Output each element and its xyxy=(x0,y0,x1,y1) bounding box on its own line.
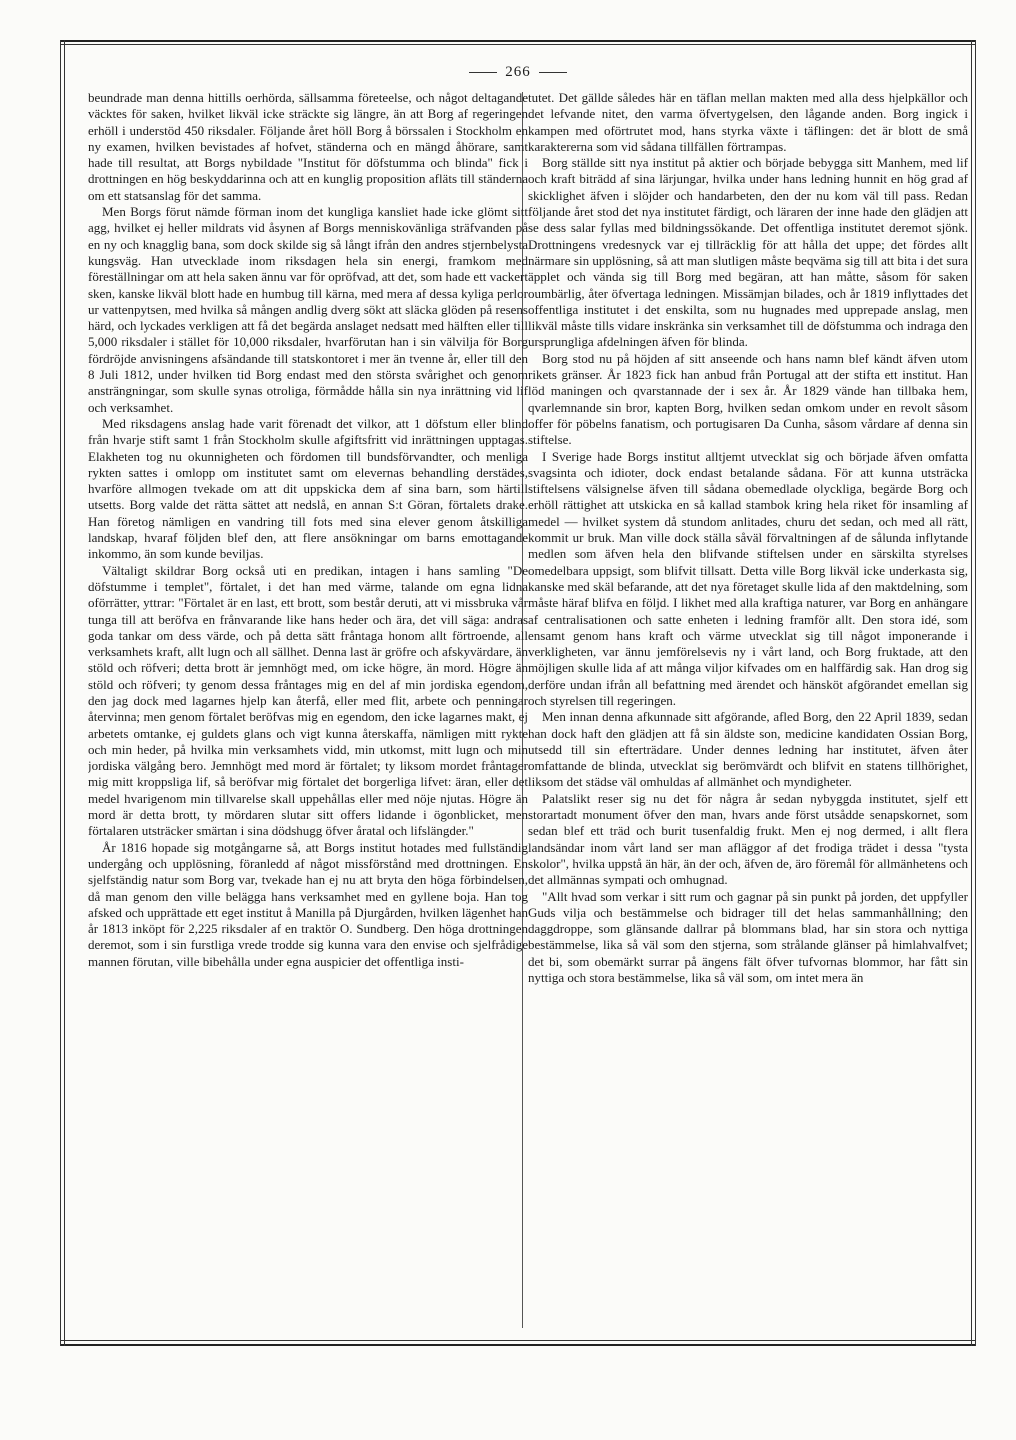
paragraph: "Allt hvad som verkar i sitt rum och gagnar på sin punkt på jorden, det uppfyller Guds vilja och bestämmelse och bidrager till det helas sammanhållning; den daggdroppe, som glänsande dallrar på blommans blad, har sin stora och nyttiga bestämmelse, lika så väl som den stjerna, som strålande glänser på himlahvalfvet; det bi, som obemärkt surrar på ängens fält öfver tufvornas blommor, har fått sin nyttiga och stora bestämmelse, lika så väl som, om intet mera än xyxy=(528,888,968,986)
paragraph: Men Borgs förut nämde förman inom det kungliga kansliet hade icke glömt sitt agg, hvilket ej heller mildrats vid åsynen af Borgs menniskovänliga sträfvanden på en ny och knagglig bana, som dock skilde sig så långt ifrån den andres stjernbelysta kungsväg. Han utvecklade inom riksdagen hela sin energi, framkom med föreställningar om att hela saken ännu var för opröfvad, att det, som hade ett vackert sken, kanske likväl blott hade en humbug till kärna, med mera af dessa kyliga perlor ur vattenpytsen, med hvilka så mången andlig dverg sökt att släcka glöden på resens härd, och lyckades verkligen att få det begärda anslaget nedsatt med hälften eller till 5,000 riksdaler i stället för 10,000 riksdaler, hvarförutan han i sin välvilja för Borg fördröjde anvisningens afsändande till statskontoret i mer än tvenne år, eller till den 8 Juli 1812, under hvilken tid Borg endast med den största svårighet och genom ansträngningar, som skulle synas otroliga, förmådde hålla sin nya inrättning vid lif och verksamhet. xyxy=(88,204,528,415)
top-border-outer xyxy=(60,40,976,42)
page-number: 266 xyxy=(505,64,531,80)
right-column xyxy=(528,90,968,1332)
left-border-inner xyxy=(64,40,65,1346)
paragraph: År 1816 hopade sig motgångarne så, att Borgs institut hotades med fullständig undergång och upplösning, föranledd af något missförstånd med drottningen. En sjelfständig natur som Borg var, tvekade han ej nu att bryta den höga förbindelsen, då man genom den ville belägga hans verksamhet med en gyllene boja. Han tog afsked och upprättade ett eget institut å Manilla på Djurgården, hvilken lägenhet han år 1813 inköpt för 2,225 riksdaler af en traktör O. Sundberg. Den höga drottningen deremot, som i sin furstliga vrede trodde sig kunna vara den envise och sjelfrådige mannen förutan, ville bibehålla under egna auspicier det offentliga insti- xyxy=(88,839,528,969)
page-number-dash-right xyxy=(539,72,567,73)
left-border xyxy=(60,40,61,1346)
paragraph: Borg ställde sitt nya institut på aktier och började bebygga sitt Manhem, med lif och kraft biträdd af sina lärjungar, hvilka under hans ledning hunnit en hög grad af skicklighet äfven i slöjder och handarbeten, den der nu kom väl till pass. Redan följande året stod det nya institutet färdigt, och läraren der inne hade den glädjen att se dess salar fyllas med bildningssökande. Det offentliga institutet deremot sjönk. Drottningens vredesnyck var ej tillräcklig för att hålla det uppe; det fördes allt närmare sin upplösning, så att man slutligen måste beqväma sig till att bita i det sura äpplet och vända sig till Borg med begäran, att han måtte, såsom för saken oumbärlig, åter öfvertaga ledningen. Missämjan bilades, och år 1819 inflyttades det offentliga institutet i det enskilta, som nu hugnades med upprepade anslag, men likväl måste tills vidare inskränka sin verksamhet till de döfstumma och indraga den ursprungliga afdelningen äfven för blinda. xyxy=(528,155,968,350)
page-frame xyxy=(60,40,976,1346)
bottom-border-inner xyxy=(60,1340,976,1341)
page-number-header xyxy=(60,62,976,82)
paragraph: beundrade man denna hittills oerhörda, sällsamma företeelse, och något deltagande väcktes för saken, hvilket likväl icke sträckte sig längre, än att Borg af regeringen erhöll i understöd 450 riksdaler. Följande året höll Borg å börssalen i Stockholm en ny examen, hvilken bevistades af hofvet, ständerna och en mängd åhörare, samt hade till resultat, att Borgs nybildade "Institut för döfstumma och blinda" fick i drottningen en hög beskyddarinna och att en kunglig proposition afläts till ständerna om ett statsanslag för det samma. xyxy=(88,90,528,203)
right-border-inner xyxy=(971,40,972,1346)
paragraph: Men innan denna afkunnade sitt afgörande, afled Borg, den 22 April 1839, sedan han dock haft den glädjen att få sin äldste son, medicine kandidaten Ossian Borg, utsedd till sin efterträdare. Under dennes ledning har institutet, äfven åter omfattande de blinda, utvecklat sig berömvärdt och blifvit en statens tillhörighet, liksom det städse väl omhuldas af allmänhet och myndigheter. xyxy=(528,709,968,790)
bottom-border-outer xyxy=(60,1344,976,1346)
left-column xyxy=(88,90,528,1332)
paragraph: Med riksdagens anslag hade varit förenadt det vilkor, att 1 döfstum eller blind från hvarje stift samt 1 från Stockholm skulle afgiftsfritt vid inrättningen upptagas. Elakheten tog nu okunnigheten och fördomen till bundsförvandter, och menliga rykten sattes i omlopp om institutet samt om elevernas behandling derstädes, hvarföre allmogen tvekade om att dit uppskicka dem af sina barn, som härtill utsetts. Borg valde det rätta sättet att nedslå, en annan S:t Göran, förtalets drake. Han företog nämligen en vandring till fots med sina elever genom åtskilliga landskap, hvaraf följden blef den, att flere ansökningar om barns emottagande inkommo, än som kunde beviljas. xyxy=(88,415,528,562)
paragraph: Borg stod nu på höjden af sitt anseende och hans namn blef kändt äfven utom rikets gränser. År 1823 fick han anbud från Portugal att der stifta ett institut. Han löd maningen och qvarstannade der i sex år. År 1829 vände han tillbaka hem, qvarlemnande sin bror, kapten Borg, hvilken sedan omkom under en revolt såsom offer för pöbelns fanatism, och portugisaren Da Cunha, såsom vårdare af denna sin stiftelse. xyxy=(528,350,968,448)
page-number-dash-left xyxy=(469,72,497,73)
top-border-inner xyxy=(60,44,976,45)
paragraph: tutet. Det gällde således här en täflan mellan makten med alla dess hjelpkällor och det lefvande nitet, den varma öfvertygelsen, den lågande anden. Borg ingick i kampen med oförtrutet mod, hans styrka växte i täflingen: det är blott de små karaktererna som vid sådana tillfällen förtrampas. xyxy=(528,90,968,154)
paragraph: I Sverige hade Borgs institut alltjemt utvecklat sig och började äfven omfatta svagsinta och idioter, dock endast betalande sådana. För att kunna utsträcka stiftelsens välsignelse äfven till sådana obemedlade olyckliga, begärde Borg och erhöll rättighet att utskicka en så kallad stambok kring hela riket för insamling af medel — hvilket system då stundom anlitades, churu det sedan, och med all rätt, kommit ur bruk. Man ville dock ställa såväl förvaltningen af de sålunda inflytande medlen som äfven hela den blifvande stiftelsen under en särskilta styrelses omedelbara uppsigt, som blifvit tillsatt. Detta ville Borg likväl icke underkasta sig, kanske med skäl befarande, att det nya företaget skulle lida af den maktdelning, som måste häraf blifva en följd. I likhet med alla kraftiga naturer, var Borg en anhängare af centralisationen och satte enheten i ledning framför allt. Den stora idé, som ensamt genom hans kraft och värme utvecklat sig till något imponerande i verkligheten, var ännu jemförelsevis ny i vårt land, och Borg fruktade, att den möjligen skulle lida af att många viljor kifvades om en halffärdig sak. Han drog sig derföre undan ifrån all befattning med ärendet och hänsköt afgörandet emellan sig och styrelsen till regeringen. xyxy=(528,448,968,708)
paragraph: Vältaligt skildrar Borg också uti en predikan, intagen i hans samling "De döfstumme i templet", förtalet, i det han med värme, talande om egna lidna oförrätter, yttrar: "Förtalet är en last, ett brott, som består deruti, att vi missbruka vår tunga till att beröfva en frånvarande like hans heder och ära, det vill säga: andras goda tankar om dess värde, och på detta sätt fråntaga honom allt förtroende, all verksamhets kraft, allt lugn och all sällhet. Denna last är gröfre och afskyvärdare, än stöld och röfveri; detta brott är jemnhögt med, om icke högre, än mord. Högre än stöld och röfveri; ty genom dessa fråntages mig en del af min jordiska egendom, den jag dock med lagarnes hjelp kan återfå, eller med flit, arbete och penningar återvinna; men genom förtalet beröfvas mig en egendom, den icke lagarnes makt, ej arbetets omtanke, ej guldets glans och vigt kunna återskaffa, nämligen mitt rykte och min heder, på hvilka min verksamhets vidd, min utkomst, mitt lugn och min jordiska välgång bero. Jemnhögt med mord är förtalet; ty liksom mordet fråntager mig mitt kroppsliga lif, så beröfvar mig förtalet det borgerliga lifvet: äran, eller det medel hvarigenom min tillvarelse skall uppehållas eller med nöje njutas. Högre än mord är detta brott, ty mördaren slutar sitt offers lidande i ögonblicket, men förtalaren utsträcker smärtan i sina dödshugg öfver åratal och lifslängder." xyxy=(88,562,528,839)
right-border xyxy=(975,40,976,1346)
paragraph: Palatslikt reser sig nu det för några år sedan nybyggda institutet, sjelf ett storartadt monument öfver den man, hvars ande först utsådde senapskornet, som sedan blef ett träd och burit tusenfaldig frukt. Men ej nog dermed, i allt flera landsändar inom vårt land ser man afläggor af det frodiga trädet i dessa "tysta skolor", hvilka uppstå än här, än der och, äfven de, äro föremål för allmänhetens och det allmännas sympati och omhugnad. xyxy=(528,790,968,888)
